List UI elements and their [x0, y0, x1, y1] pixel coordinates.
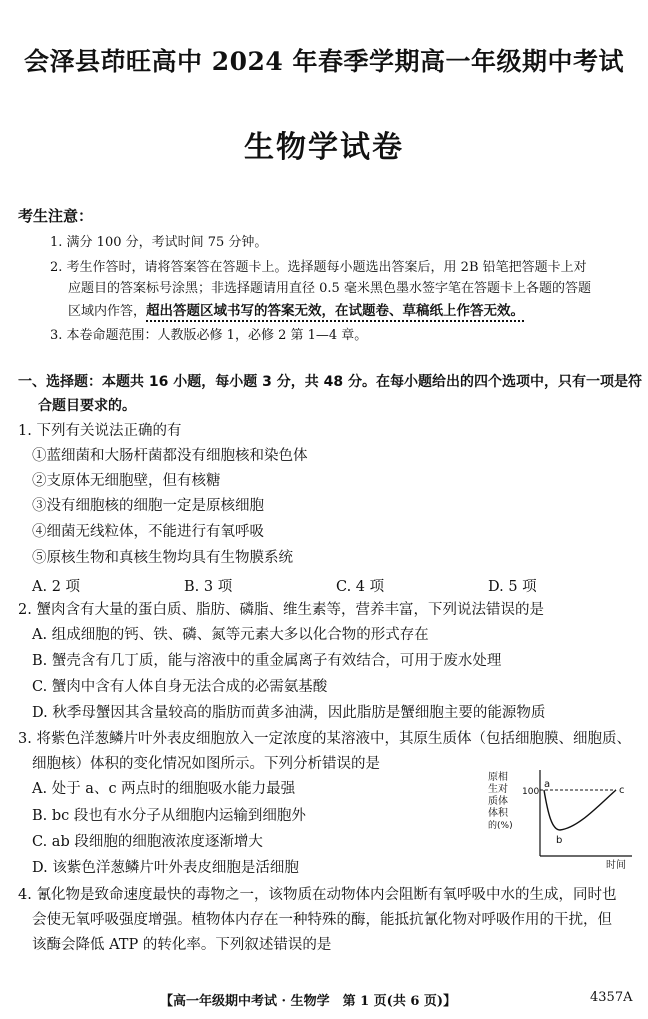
notice-item-2-line-2: 应题目的答案标号涂黑；非选择题请用直径 0.5 毫米黑色墨水签字笔在答题卡上各题的答题 — [68, 281, 591, 296]
question-1-choices — [32, 575, 592, 595]
notice-item-3: 3. 本卷命题范围：人教版必修 1，必修 2 第 1—4 章。 — [50, 328, 368, 343]
question-1-statement-5: ⑤原核生物和真核生物均具有生物膜系统 — [32, 550, 293, 566]
question-1-option-b: B. 3 项 — [184, 579, 233, 595]
figure-point-c: c — [619, 785, 625, 796]
question-1-option-d: D. 5 项 — [488, 579, 537, 595]
figure-curve — [544, 790, 616, 830]
question-2-option-a: A. 组成细胞的钙、铁、磷、氮等元素大多以化合物的形式存在 — [32, 627, 429, 643]
figure-ylabel-col-1: 原相 — [488, 772, 508, 783]
question-2-option-d: D. 秋季母蟹因其含量较高的脂肪而黄多油满，因此脂肪是蟹细胞主要的能源物质 — [32, 705, 546, 721]
footer-paper-code: 4357A — [590, 990, 633, 1005]
notice-item-2-line-1: 2. 考生作答时，请将答案答在答题卡上。选择题每小题选出答案后，用 2B 铅笔把答题卡上对 — [50, 260, 587, 275]
question-4-line-3: 该酶会降低 ATP 的转化率。下列叙述错误的是 — [32, 937, 332, 953]
figure-point-a: a — [544, 779, 551, 790]
section-heading-line-1: 一、选择题：本题共 16 小题，每小题 3 分，共 48 分。在每小题给出的四个选项中，只有一项是符 — [18, 374, 642, 390]
notice-emphasis: 超出答题区域书写的答案无效，在试题卷、草稿纸上作答无效。 — [146, 303, 525, 319]
notice-item-2-line-3 — [68, 301, 524, 322]
notice-item-1: 1. 满分 100 分，考试时间 75 分钟。 — [50, 235, 268, 250]
figure-y-tick-100: 100 — [522, 787, 540, 797]
question-2-option-c: C. 蟹肉中含有人体自身无法合成的必需氨基酸 — [32, 679, 328, 695]
question-1-statement-2: ②支原体无细胞壁，但有核糖 — [32, 473, 221, 489]
notice-heading: 考生注意： — [18, 207, 94, 225]
figure-ylabel-col-3: 质体 — [488, 796, 508, 807]
figure-ylabel-col-5: 的(%) — [488, 821, 513, 831]
question-3-option-c: C. ab 段细胞的细胞液浓度逐渐增大 — [32, 834, 263, 850]
figure-point-b: b — [556, 835, 563, 846]
question-4-line-2: 会使无氧呼吸强度增强。植物体内存在一种特殊的酶，能抵抗氰化物对呼吸作用的干扰，但 — [32, 912, 612, 928]
question-1-option-c: C. 4 项 — [336, 579, 385, 595]
figure-ylabel-col-4: 体积 — [488, 808, 508, 819]
question-1-statement-3: ③没有细胞核的细胞一定是原核细胞 — [32, 498, 264, 514]
question-1-option-a: A. 2 项 — [32, 579, 81, 595]
question-3-option-b: B. bc 段也有水分子从细胞内运输到细胞外 — [32, 808, 306, 824]
question-3-stem-line-1: 3. 将紫色洋葱鳞片叶外表皮细胞放入一定浓度的某溶液中，其原生质体（包括细胞膜、细胞质、 — [18, 731, 631, 747]
notice-item-2-line-3-text: 区域内作答， — [68, 304, 147, 319]
footer-page-info: 【高一年级期中考试 · 生物学 第 1 页(共 6 页)】 — [160, 994, 457, 1009]
question-2-option-b: B. 蟹壳含有几丁质，能与溶液中的重金属离子有效结合，可用于废水处理 — [32, 653, 502, 669]
question-1-statement-4: ④细菌无线粒体，不能进行有氧呼吸 — [32, 524, 264, 540]
question-3-option-d: D. 该紫色洋葱鳞片叶外表皮细胞是活细胞 — [32, 860, 299, 876]
question-3-figure — [482, 766, 638, 872]
figure-ylabel-col-2: 生对 — [488, 784, 508, 795]
question-3-stem-line-2: 细胞核）体积的变化情况如图所示。下列分析错误的是 — [32, 756, 380, 772]
question-1-stem: 1. 下列有关说法正确的有 — [18, 423, 182, 439]
exam-title: 会泽县茚旺高中 2024 年春季学期高一年级期中考试 — [24, 47, 624, 76]
paper-title: 生物学试卷 — [244, 130, 404, 165]
question-2-stem: 2. 蟹肉含有大量的蛋白质、脂肪、磷脂、维生素等，营养丰富，下列说法错误的是 — [18, 602, 544, 618]
figure-x-label: 时间 — [606, 860, 626, 871]
section-heading-line-2: 合题目要求的。 — [38, 398, 136, 414]
question-1-statement-1: ①蓝细菌和大肠杆菌都没有细胞核和染色体 — [32, 448, 308, 464]
question-4-line-1: 4. 氰化物是致命速度最快的毒物之一，该物质在动物体内会阻断有氧呼吸中水的生成，同时也 — [18, 887, 617, 903]
question-3-option-a: A. 处于 a、c 两点时的细胞吸水能力最强 — [32, 781, 296, 797]
